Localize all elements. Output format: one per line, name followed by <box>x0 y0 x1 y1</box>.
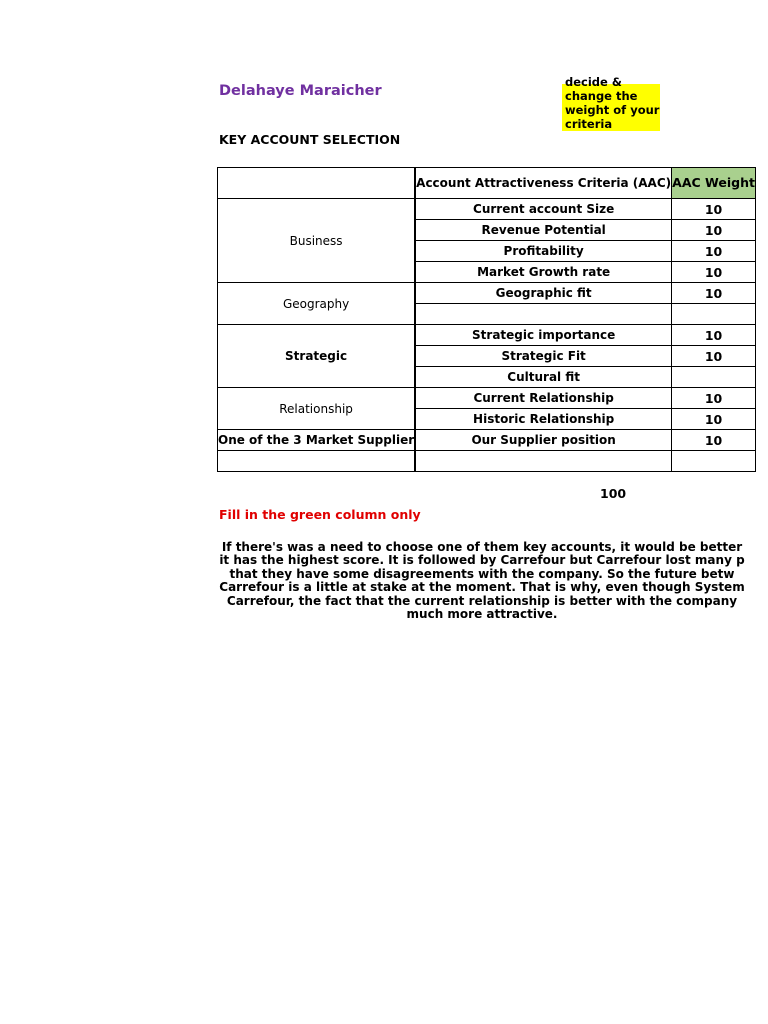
table-row <box>218 283 756 304</box>
weight-cell[interactable]: 10 <box>672 199 756 220</box>
paragraph-line: that they have some disagreements with the company. So the future betw <box>229 566 735 581</box>
paragraph-line: Carrefour, the fact that the current relationship is better with the company <box>226 593 738 608</box>
weight-cell[interactable]: 10 <box>672 325 756 346</box>
criterion-cell[interactable]: Current account Size <box>416 199 672 220</box>
weight-total[interactable]: 100 <box>600 486 627 501</box>
note-line: criteria <box>565 117 613 131</box>
category-supplier[interactable]: One of the 3 Market Supplier <box>218 430 415 451</box>
category-strategic[interactable]: Strategic <box>218 325 415 388</box>
criterion-cell[interactable]: Strategic Fit <box>416 346 672 367</box>
table-row <box>218 451 756 472</box>
criteria-header[interactable]: Account Attractiveness Criteria (AAC) <box>416 168 672 199</box>
conclusion-paragraph <box>200 541 764 621</box>
table-row <box>218 325 756 346</box>
criterion-cell[interactable]: Geographic fit <box>416 283 672 304</box>
weight-cell[interactable]: 10 <box>672 388 756 409</box>
empty-category-cell[interactable] <box>218 451 415 472</box>
criterion-cell[interactable] <box>416 304 672 325</box>
weight-header[interactable]: AAC Weight <box>672 168 756 199</box>
table-row <box>218 430 756 451</box>
weight-cell[interactable]: 10 <box>672 241 756 262</box>
paragraph-line: If there's was a need to choose one of them key accounts, it would be better <box>221 540 743 554</box>
criterion-cell[interactable]: Current Relationship <box>416 388 672 409</box>
criterion-cell[interactable] <box>416 451 672 472</box>
paragraph-line: much more attractive. <box>406 607 558 622</box>
criterion-cell[interactable]: Historic Relationship <box>416 409 672 430</box>
fill-instruction: Fill in the green column only <box>219 507 421 522</box>
weight-cell[interactable]: 10 <box>672 430 756 451</box>
note-line: change the <box>565 89 638 103</box>
table-row <box>218 199 756 220</box>
criterion-cell[interactable]: Profitability <box>416 241 672 262</box>
weight-cell[interactable] <box>672 304 756 325</box>
note-line: decide & <box>565 75 622 89</box>
criterion-cell[interactable]: Strategic importance <box>416 325 672 346</box>
category-business[interactable]: Business <box>218 199 415 283</box>
table-header-row <box>218 168 756 199</box>
weight-cell[interactable] <box>672 367 756 388</box>
criterion-cell[interactable]: Revenue Potential <box>416 220 672 241</box>
header-blank-cell[interactable] <box>218 168 415 199</box>
table-row <box>218 388 756 409</box>
weight-cell[interactable] <box>672 451 756 472</box>
weight-cell[interactable]: 10 <box>672 262 756 283</box>
paragraph-line: Carrefour is a little at stake at the moment. That is why, even though System <box>219 580 745 595</box>
criterion-cell[interactable]: Our Supplier position <box>416 430 672 451</box>
paragraph-line: it has the highest score. It is followed by Carrefour but Carrefour lost many p <box>219 553 745 568</box>
criterion-cell[interactable]: Market Growth rate <box>416 262 672 283</box>
criteria-table <box>217 167 756 472</box>
note-line: weight of your <box>565 103 660 117</box>
sheet-title: KEY ACCOUNT SELECTION <box>219 132 401 147</box>
weight-cell[interactable]: 10 <box>672 220 756 241</box>
category-geography[interactable]: Geography <box>218 283 415 325</box>
instruction-note <box>562 75 660 131</box>
company-name: Delahaye Maraicher <box>219 83 382 99</box>
weight-cell[interactable]: 10 <box>672 346 756 367</box>
criterion-cell[interactable]: Cultural fit <box>416 367 672 388</box>
weight-cell[interactable]: 10 <box>672 409 756 430</box>
weight-cell[interactable]: 10 <box>672 283 756 304</box>
category-relationship[interactable]: Relationship <box>218 388 415 430</box>
